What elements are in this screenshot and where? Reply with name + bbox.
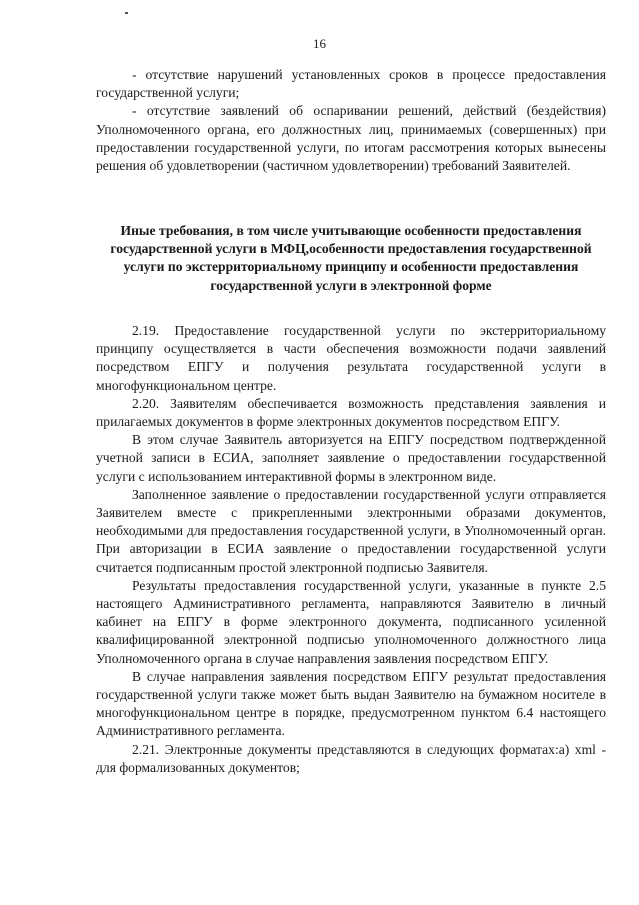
paragraph-results: Результаты предоставления государственной услуги, указанные в пункте 2.5 настоящего Административного регламента, направляются Заявителю в личный кабинет на ЕПГУ в форме электронного документа, подписанного усиленной квалифицированной электронной подписью уполномоченного должностного лица Уполномоченного органа в случае направления заявления посредством ЕПГУ. <box>96 577 606 666</box>
paragraph-no-violations: - отсутствие нарушений установленных сроков в процессе предоставления государственной услуги; <box>96 67 606 101</box>
section-heading: Иные требования, в том числе учитывающие особенности предоставления государственной услуги в МФЦ,особенности предоставления государственной услуги по экстерриториальному принципу и особенности предоставления государственной услуги в электронной форме <box>110 223 592 293</box>
paragraph-2-20: 2.20. Заявителям обеспечивается возможность представления заявления и прилагаемых документов в форме электронных документов посредством ЕПГУ. <box>96 395 606 430</box>
main-text-block <box>96 322 606 777</box>
paragraph-authorization: В этом случае Заявитель авторизуется на ЕПГУ посредством подтвержденной учетной записи в ЕСИА, заполняет заявление о предоставлении государственной услуги с использованием интерактивной формы в электронном виде. <box>96 432 606 484</box>
paragraph-no-complaints: - отсутствие заявлений об оспаривании решений, действий (бездействия) Уполномоченного органа, его должностных лиц, принимаемых (совершенных) при предоставлении государственной услуги, по итогам рассмотрения которых вынесены решения об удовлетворении (частичном удовлетворении) требований Заявителей. <box>96 103 606 174</box>
page-number: 16 <box>313 36 326 51</box>
paragraph-2-19: 2.19. Предоставление государственной услуги по экстерриториальному принципу осуществляется в части обеспечения возможности подачи заявлений посредством ЕПГУ и получения результата государственной услуги в многофункциональном центре. <box>96 323 606 393</box>
paragraph-submission: Заполненное заявление о предоставлении государственной услуги отправляется Заявителем вместе с прикрепленными электронными образами документов, необходимыми для предоставления государственной услуги, в Уполномоченный орган. При авторизации в ЕСИА заявление о предоставлении государственной услуги считается подписанным простой электронной подписью Заявителя. <box>96 486 606 575</box>
scan-mark <box>125 12 128 14</box>
top-text-block <box>96 66 606 175</box>
paragraph-2-21: 2.21. Электронные документы представляются в следующих форматах:а) xml - для формализованных документов; <box>96 741 606 775</box>
paragraph-paper-result: В случае направления заявления посредством ЕПГУ результат предоставления государственной услуги также может быть выдан Заявителю на бумажном носителе в многофункциональном центре в порядке, предусмотренном пунктом 6.4 настоящего Административного регламента. <box>96 668 606 739</box>
